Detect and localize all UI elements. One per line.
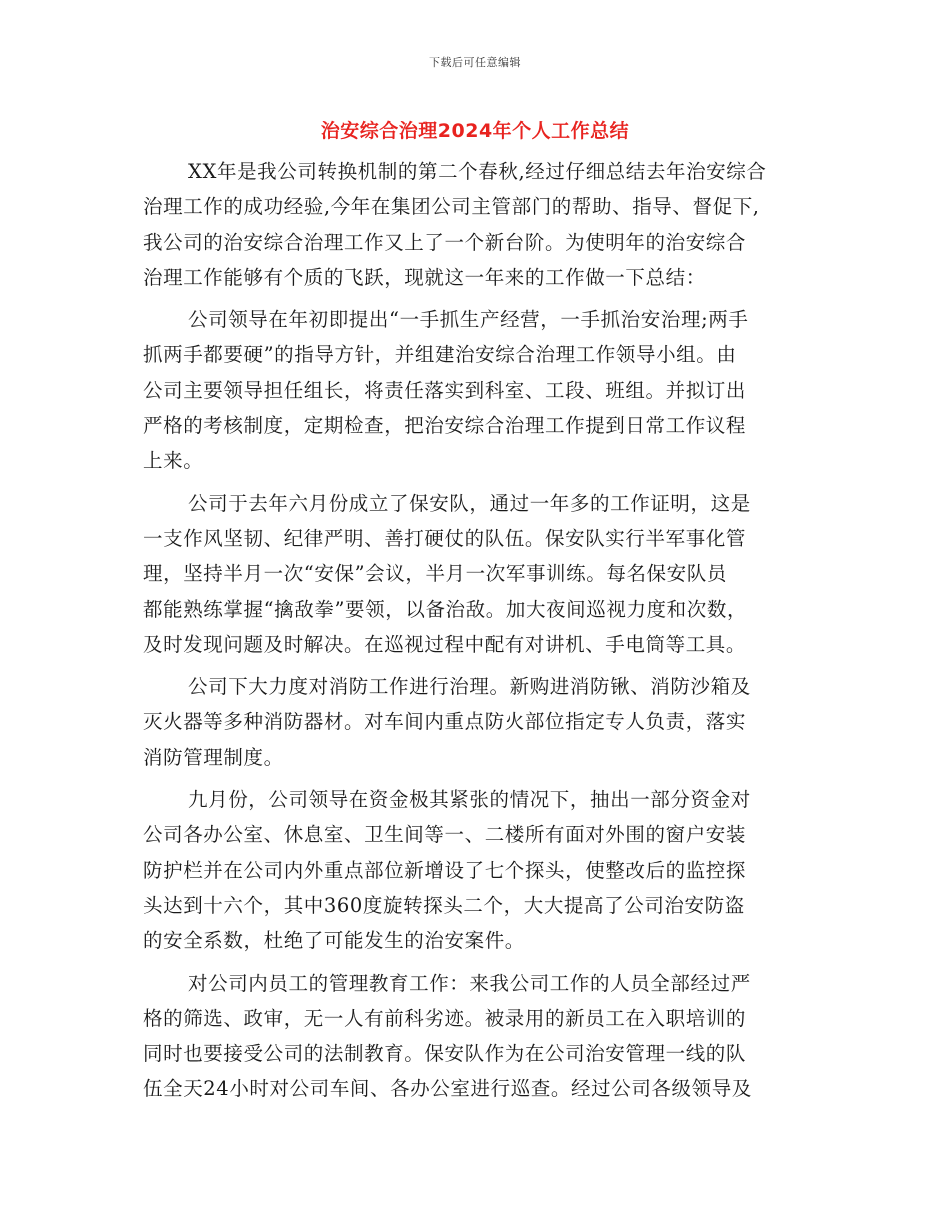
paragraph-1 bbox=[143, 154, 813, 295]
paragraph-6 bbox=[143, 966, 813, 1107]
text-line: 都能熟练掌握“擒敌拳”要领，以备治敌。加大夜间巡视力度和次数， bbox=[143, 597, 748, 621]
text-line: 灭火器等多种消防器材。对车间内重点防火部位指定专人负责，落实 bbox=[143, 710, 747, 734]
text-line: 伍全天24小时对公司车间、各办公室进行巡查。经过公司各级领导及 bbox=[143, 1077, 752, 1101]
text-line: 格的筛选、政审，无一人有前科劣迹。被录用的新员工在入职培训的 bbox=[143, 1006, 747, 1030]
text-line: 消防管理制度。 bbox=[143, 745, 284, 769]
text-line: 九月份，公司领导在资金极其紧张的情况下，抽出一部分资金对 bbox=[188, 788, 751, 812]
text-line: 防护栏并在公司内外重点部位新增设了七个探头，使整改后的监控探 bbox=[143, 858, 747, 882]
paragraph-3 bbox=[143, 486, 813, 662]
text-line: 对公司内员工的管理教育工作：来我公司工作的人员全部经过严 bbox=[188, 971, 751, 995]
text-line: 公司主要领导担任组长，将责任落实到科室、工段、班组。并拟订出 bbox=[143, 378, 747, 402]
text-line: 抓两手都要硬”的指导方针，并组建治安综合治理工作领导小组。由 bbox=[143, 343, 737, 367]
header-note: 下载后可任意编辑 bbox=[429, 56, 521, 69]
text-line: 我公司的治安综合治理工作又上了一个新台阶。为使明年的治安综合 bbox=[143, 230, 747, 254]
text-line: XX年是我公司转换机制的第二个春秋,经过仔细总结去年治安综合 bbox=[188, 160, 767, 183]
text-line: 同时也要接受公司的法制教育。保安队作为在公司治安管理一线的队 bbox=[143, 1042, 747, 1066]
text-line: 及时发现问题及时解决。在巡视过程中配有对讲机、手电筒等工具。 bbox=[143, 632, 747, 656]
paragraph-2 bbox=[143, 302, 813, 478]
text-line: 上来。 bbox=[143, 449, 204, 473]
text-line: 严格的考核制度，定期检查，把治安综合治理工作提到日常工作议程 bbox=[143, 414, 747, 438]
paragraph-4 bbox=[143, 669, 813, 775]
document-title: 治安综合治理2024年个人工作总结 bbox=[320, 120, 630, 142]
paragraph-5 bbox=[143, 782, 813, 958]
text-line: 公司下大力度对消防工作进行治理。新购进消防锹、消防沙箱及 bbox=[188, 675, 751, 699]
document-body bbox=[143, 154, 813, 1114]
text-line: 公司于去年六月份成立了保安队，通过一年多的工作证明，这是 bbox=[188, 491, 751, 515]
text-line: 治理工作能够有个质的飞跃，现就这一年来的工作做一下总结： bbox=[143, 265, 706, 289]
text-line: 的安全系数，杜绝了可能发生的治安案件。 bbox=[143, 929, 525, 953]
text-line: 理，坚持半月一次“安保”会议，半月一次军事训练。每名保安队员 bbox=[143, 562, 727, 586]
text-line: 头达到十六个，其中360度旋转探头二个，大大提高了公司治安防盗 bbox=[143, 893, 745, 917]
text-line: 治理工作的成功经验,今年在集团公司主管部门的帮助、指导、督促下, bbox=[143, 195, 760, 219]
text-line: 公司各办公室、休息室、卫生间等一、二楼所有面对外围的窗户安装 bbox=[143, 823, 747, 847]
text-line: 公司领导在年初即提出“一手抓生产经营，一手抓治安治理;两手 bbox=[188, 308, 749, 332]
text-line: 一支作风坚韧、纪律严明、善打硬仗的队伍。保安队实行半军事化管 bbox=[143, 526, 747, 550]
